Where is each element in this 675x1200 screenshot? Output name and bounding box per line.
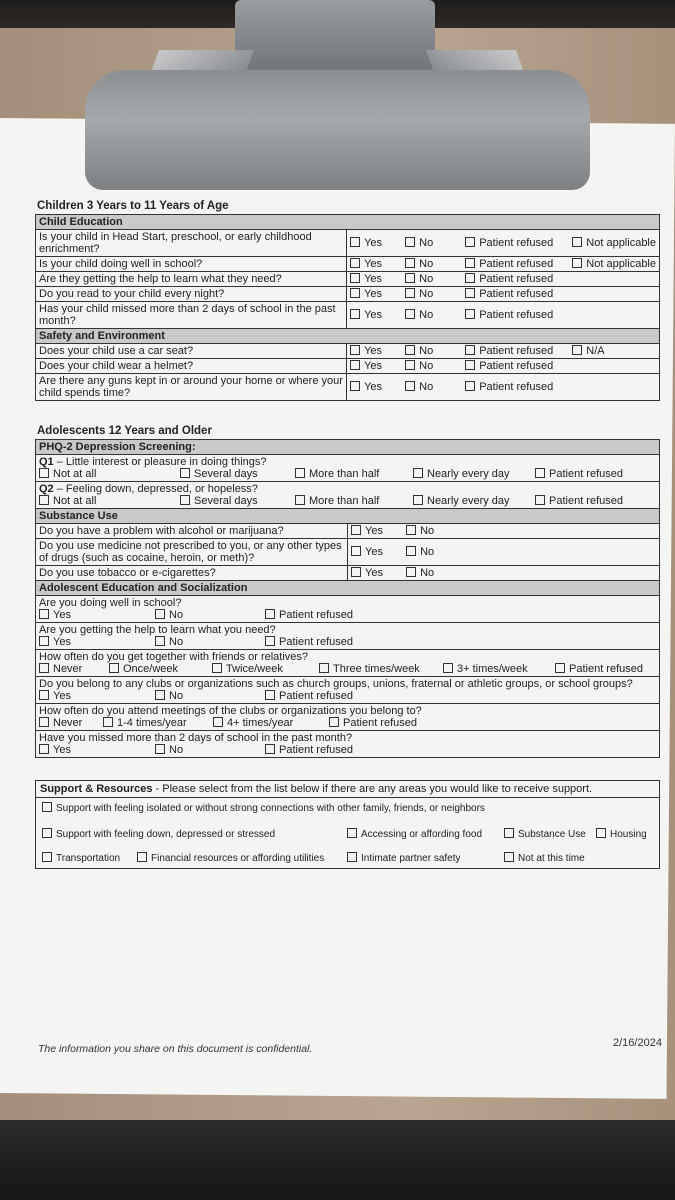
checkbox[interactable] bbox=[265, 636, 275, 646]
option-na[interactable]: N/A bbox=[572, 345, 604, 357]
answer-options bbox=[348, 524, 660, 539]
option-not-at-all[interactable]: Not at all bbox=[39, 468, 180, 480]
checkbox[interactable] bbox=[137, 852, 147, 862]
option-refused[interactable]: Patient refused bbox=[265, 636, 353, 648]
option-several-days[interactable]: Several days bbox=[180, 495, 295, 507]
checkbox[interactable] bbox=[405, 273, 415, 283]
option-never[interactable]: Never bbox=[39, 663, 109, 675]
checkbox[interactable] bbox=[351, 546, 361, 556]
checkbox[interactable] bbox=[109, 663, 119, 673]
checkbox[interactable] bbox=[504, 852, 514, 862]
option-no[interactable]: No bbox=[405, 345, 462, 357]
adolescent-section-title: Adolescents 12 Years and Older bbox=[37, 425, 212, 437]
checkbox[interactable] bbox=[350, 381, 360, 391]
checkbox[interactable] bbox=[265, 744, 275, 754]
checkbox[interactable] bbox=[212, 663, 222, 673]
option-yes[interactable]: Yes bbox=[350, 288, 402, 300]
checkbox[interactable] bbox=[155, 636, 165, 646]
checkbox[interactable] bbox=[155, 609, 165, 619]
question: Do you read to your child every night? bbox=[36, 287, 347, 302]
checkbox[interactable] bbox=[596, 828, 606, 838]
question-row: Are you doing well in school? Yes No Patient refused bbox=[36, 596, 660, 623]
option-4plus-times-year[interactable]: 4+ times/year bbox=[213, 717, 329, 729]
checkbox[interactable] bbox=[535, 468, 545, 478]
checkbox[interactable] bbox=[465, 237, 475, 247]
answer-options bbox=[348, 566, 660, 581]
checkbox[interactable] bbox=[413, 495, 423, 505]
checkbox[interactable] bbox=[350, 237, 360, 247]
answer-options bbox=[347, 287, 660, 302]
question-row: Are you getting the help to learn what you need? Yes No Patient refused bbox=[36, 623, 660, 650]
checkbox[interactable] bbox=[465, 258, 475, 268]
option-yes[interactable]: Yes bbox=[39, 636, 155, 648]
checkbox[interactable] bbox=[39, 495, 49, 505]
checkbox[interactable] bbox=[42, 802, 52, 812]
option-yes[interactable]: Yes bbox=[350, 237, 402, 249]
checkbox[interactable] bbox=[350, 345, 360, 355]
checkbox[interactable] bbox=[465, 360, 475, 370]
checkbox[interactable] bbox=[39, 663, 49, 673]
question: Are they getting the help to learn what they need? bbox=[36, 272, 347, 287]
screening-form bbox=[35, 200, 660, 869]
checkbox[interactable] bbox=[406, 525, 416, 535]
checkbox[interactable] bbox=[295, 495, 305, 505]
answer-options bbox=[347, 359, 660, 374]
option-not-at-this-time[interactable]: Not at this time bbox=[504, 852, 585, 864]
answer-options bbox=[347, 257, 660, 272]
option-yes[interactable]: Yes bbox=[39, 744, 155, 756]
answer-options bbox=[348, 539, 660, 566]
option-no[interactable]: No bbox=[405, 237, 462, 249]
question: Does your child wear a helmet? bbox=[36, 359, 347, 374]
option-several-days[interactable]: Several days bbox=[180, 468, 295, 480]
checkbox[interactable] bbox=[572, 258, 582, 268]
checkbox[interactable] bbox=[405, 345, 415, 355]
question-row: Have you missed more than 2 days of school in the past month? Yes No Patient refused bbox=[36, 731, 660, 758]
checkbox[interactable] bbox=[504, 828, 514, 838]
option-support-isolated[interactable]: Support with feeling isolated or without strong connections with other family, friends, or neighbors bbox=[42, 802, 485, 814]
option-not-applicable[interactable]: Not applicable bbox=[572, 258, 656, 270]
option-no[interactable]: No bbox=[406, 546, 434, 558]
question: Has your child missed more than 2 days of school in the past month? bbox=[36, 302, 347, 329]
option-yes[interactable]: Yes bbox=[351, 567, 403, 579]
option-transportation[interactable]: Transportation bbox=[42, 852, 137, 864]
option-yes[interactable]: Yes bbox=[351, 525, 403, 537]
checkbox[interactable] bbox=[405, 309, 415, 319]
option-no[interactable]: No bbox=[405, 381, 462, 393]
checkbox[interactable] bbox=[405, 258, 415, 268]
checkbox[interactable] bbox=[39, 717, 49, 727]
option-refused[interactable]: Patient refused bbox=[265, 744, 353, 756]
answer-options bbox=[347, 344, 660, 359]
checkbox[interactable] bbox=[465, 309, 475, 319]
safety-header: Safety and Environment bbox=[36, 329, 660, 344]
phq-header: PHQ-2 Depression Screening: bbox=[36, 440, 660, 455]
option-no[interactable]: No bbox=[406, 525, 434, 537]
option-nearly-every-day[interactable]: Nearly every day bbox=[413, 495, 535, 507]
option-more-than-half[interactable]: More than half bbox=[295, 468, 413, 480]
question-row: How often do you attend meetings of the clubs or organizations you belong to? Never 1-4 times/year 4+ times/year Patient refused bbox=[36, 704, 660, 731]
option-yes[interactable]: Yes bbox=[39, 609, 155, 621]
answer-options bbox=[347, 272, 660, 287]
checkbox[interactable] bbox=[155, 690, 165, 700]
option-nearly-every-day[interactable]: Nearly every day bbox=[413, 468, 535, 480]
checkbox[interactable] bbox=[39, 744, 49, 754]
option-no[interactable]: No bbox=[406, 567, 434, 579]
checkbox[interactable] bbox=[405, 288, 415, 298]
checkbox[interactable] bbox=[405, 360, 415, 370]
child-section-title: Children 3 Years to 11 Years of Age bbox=[37, 200, 229, 212]
option-no[interactable]: No bbox=[155, 744, 265, 756]
option-support-depressed[interactable]: Support with feeling down, depressed or stressed bbox=[42, 828, 347, 840]
support-header: Support & Resources - Please select from the list below if there are any areas you would like to receive support. bbox=[36, 781, 659, 798]
checkbox[interactable] bbox=[350, 309, 360, 319]
option-once-week[interactable]: Once/week bbox=[109, 663, 212, 675]
option-yes[interactable]: Yes bbox=[350, 345, 402, 357]
checkbox[interactable] bbox=[572, 237, 582, 247]
option-never[interactable]: Never bbox=[39, 717, 103, 729]
checkbox[interactable] bbox=[319, 663, 329, 673]
option-no[interactable]: No bbox=[155, 690, 265, 702]
child-table bbox=[35, 214, 660, 401]
checkbox[interactable] bbox=[465, 288, 475, 298]
checkbox[interactable] bbox=[351, 525, 361, 535]
checkbox[interactable] bbox=[265, 690, 275, 700]
question: Is your child doing well in school? bbox=[36, 257, 347, 272]
checkbox[interactable] bbox=[465, 345, 475, 355]
checkbox[interactable] bbox=[465, 273, 475, 283]
support-resources-box bbox=[35, 780, 660, 869]
checkbox[interactable] bbox=[180, 468, 190, 478]
education-socialization-header: Adolescent Education and Socialization bbox=[36, 581, 660, 596]
background-bottom bbox=[0, 1120, 675, 1200]
option-refused[interactable]: Patient refused bbox=[465, 309, 553, 321]
option-refused[interactable]: Patient refused bbox=[535, 468, 623, 480]
option-more-than-half[interactable]: More than half bbox=[295, 495, 413, 507]
option-no[interactable]: No bbox=[155, 609, 265, 621]
option-housing[interactable]: Housing bbox=[596, 828, 647, 840]
checkbox[interactable] bbox=[329, 717, 339, 727]
phq-q2: Q2 – Feeling down, depressed, or hopeless? Not at all Several days More than half Nearly every day Patient refused bbox=[36, 482, 660, 509]
option-refused[interactable]: Patient refused bbox=[465, 345, 569, 357]
checkbox[interactable] bbox=[213, 717, 223, 727]
option-refused[interactable]: Patient refused bbox=[465, 273, 553, 285]
option-no[interactable]: No bbox=[405, 309, 462, 321]
option-no[interactable]: No bbox=[405, 288, 462, 300]
option-refused[interactable]: Patient refused bbox=[465, 237, 569, 249]
checkbox[interactable] bbox=[347, 852, 357, 862]
substance-header: Substance Use bbox=[36, 509, 660, 524]
checkbox[interactable] bbox=[42, 852, 52, 862]
checkbox[interactable] bbox=[42, 828, 52, 838]
child-education-header: Child Education bbox=[36, 215, 660, 230]
phq-q1: Q1 – Little interest or pleasure in doing things? Not at all Several days More than half Nearly every day Patient refused bbox=[36, 455, 660, 482]
checkbox[interactable] bbox=[265, 609, 275, 619]
option-three-times-week[interactable]: Three times/week bbox=[319, 663, 443, 675]
checkbox[interactable] bbox=[406, 567, 416, 577]
option-no[interactable]: No bbox=[405, 273, 462, 285]
question: Do you use tobacco or e-cigarettes? bbox=[36, 566, 348, 581]
option-no[interactable]: No bbox=[405, 360, 462, 372]
question: Are there any guns kept in or around your home or where your child spends time? bbox=[36, 374, 347, 401]
option-substance-use[interactable]: Substance Use bbox=[504, 828, 596, 840]
option-food[interactable]: Accessing or affording food bbox=[347, 828, 504, 840]
checkbox[interactable] bbox=[295, 468, 305, 478]
option-yes[interactable]: Yes bbox=[350, 360, 402, 372]
clipboard-clip bbox=[85, 0, 590, 190]
checkbox[interactable] bbox=[180, 495, 190, 505]
option-refused[interactable]: Patient refused bbox=[535, 495, 623, 507]
checkbox[interactable] bbox=[465, 381, 475, 391]
checkbox[interactable] bbox=[413, 468, 423, 478]
option-yes[interactable]: Yes bbox=[350, 273, 402, 285]
checkbox[interactable] bbox=[572, 345, 582, 355]
option-refused[interactable]: Patient refused bbox=[465, 258, 569, 270]
checkbox[interactable] bbox=[350, 288, 360, 298]
option-refused[interactable]: Patient refused bbox=[329, 717, 417, 729]
question-row: Do you belong to any clubs or organizations such as church groups, unions, fraternal or athletic groups, or school groups? Yes No Patient refused bbox=[36, 677, 660, 704]
checkbox[interactable] bbox=[39, 690, 49, 700]
option-yes[interactable]: Yes bbox=[350, 309, 402, 321]
option-refused[interactable]: Patient refused bbox=[465, 360, 553, 372]
option-yes[interactable]: Yes bbox=[39, 690, 155, 702]
checkbox[interactable] bbox=[103, 717, 113, 727]
question: Do you use medicine not prescribed to you, or any other types of drugs (such as cocaine, heroin, or meth)? bbox=[36, 539, 348, 566]
question-row: How often do you get together with friends or relatives? Never Once/week Twice/week Three times/week 3+ times/week Patient refused bbox=[36, 650, 660, 677]
answer-options bbox=[347, 230, 660, 257]
checkbox[interactable] bbox=[406, 546, 416, 556]
option-refused[interactable]: Patient refused bbox=[265, 609, 353, 621]
option-twice-week[interactable]: Twice/week bbox=[212, 663, 319, 675]
question: Do you have a problem with alcohol or marijuana? bbox=[36, 524, 348, 539]
adolescent-table bbox=[35, 439, 660, 758]
option-yes[interactable]: Yes bbox=[350, 381, 402, 393]
checkbox[interactable] bbox=[405, 381, 415, 391]
checkbox[interactable] bbox=[555, 663, 565, 673]
form-date: 2/16/2024 bbox=[613, 1037, 662, 1049]
answer-options bbox=[347, 302, 660, 329]
option-not-at-all[interactable]: Not at all bbox=[39, 495, 180, 507]
option-1-4-times-year[interactable]: 1-4 times/year bbox=[103, 717, 213, 729]
option-refused[interactable]: Patient refused bbox=[465, 381, 553, 393]
option-partner-safety[interactable]: Intimate partner safety bbox=[347, 852, 504, 864]
answer-options bbox=[347, 374, 660, 401]
question: Is your child in Head Start, preschool, or early childhood enrichment? bbox=[36, 230, 347, 257]
option-financial[interactable]: Financial resources or affording utilities bbox=[137, 852, 347, 864]
option-refused[interactable]: Patient refused bbox=[465, 288, 553, 300]
option-3plus-times-week[interactable]: 3+ times/week bbox=[443, 663, 555, 675]
checkbox[interactable] bbox=[347, 828, 357, 838]
option-not-applicable[interactable]: Not applicable bbox=[572, 237, 656, 249]
option-refused[interactable]: Patient refused bbox=[555, 663, 643, 675]
option-refused[interactable]: Patient refused bbox=[265, 690, 353, 702]
checkbox[interactable] bbox=[155, 744, 165, 754]
checkbox[interactable] bbox=[39, 636, 49, 646]
checkbox[interactable] bbox=[39, 609, 49, 619]
option-yes[interactable]: Yes bbox=[350, 258, 402, 270]
checkbox[interactable] bbox=[443, 663, 453, 673]
checkbox[interactable] bbox=[350, 273, 360, 283]
checkbox[interactable] bbox=[405, 237, 415, 247]
checkbox[interactable] bbox=[39, 468, 49, 478]
option-yes[interactable]: Yes bbox=[351, 546, 403, 558]
confidential-notice: The information you share on this document is confidential. bbox=[38, 1043, 313, 1055]
option-no[interactable]: No bbox=[155, 636, 265, 648]
checkbox[interactable] bbox=[351, 567, 361, 577]
checkbox[interactable] bbox=[535, 495, 545, 505]
checkbox[interactable] bbox=[350, 360, 360, 370]
question: Does your child use a car seat? bbox=[36, 344, 347, 359]
checkbox[interactable] bbox=[350, 258, 360, 268]
option-no[interactable]: No bbox=[405, 258, 462, 270]
